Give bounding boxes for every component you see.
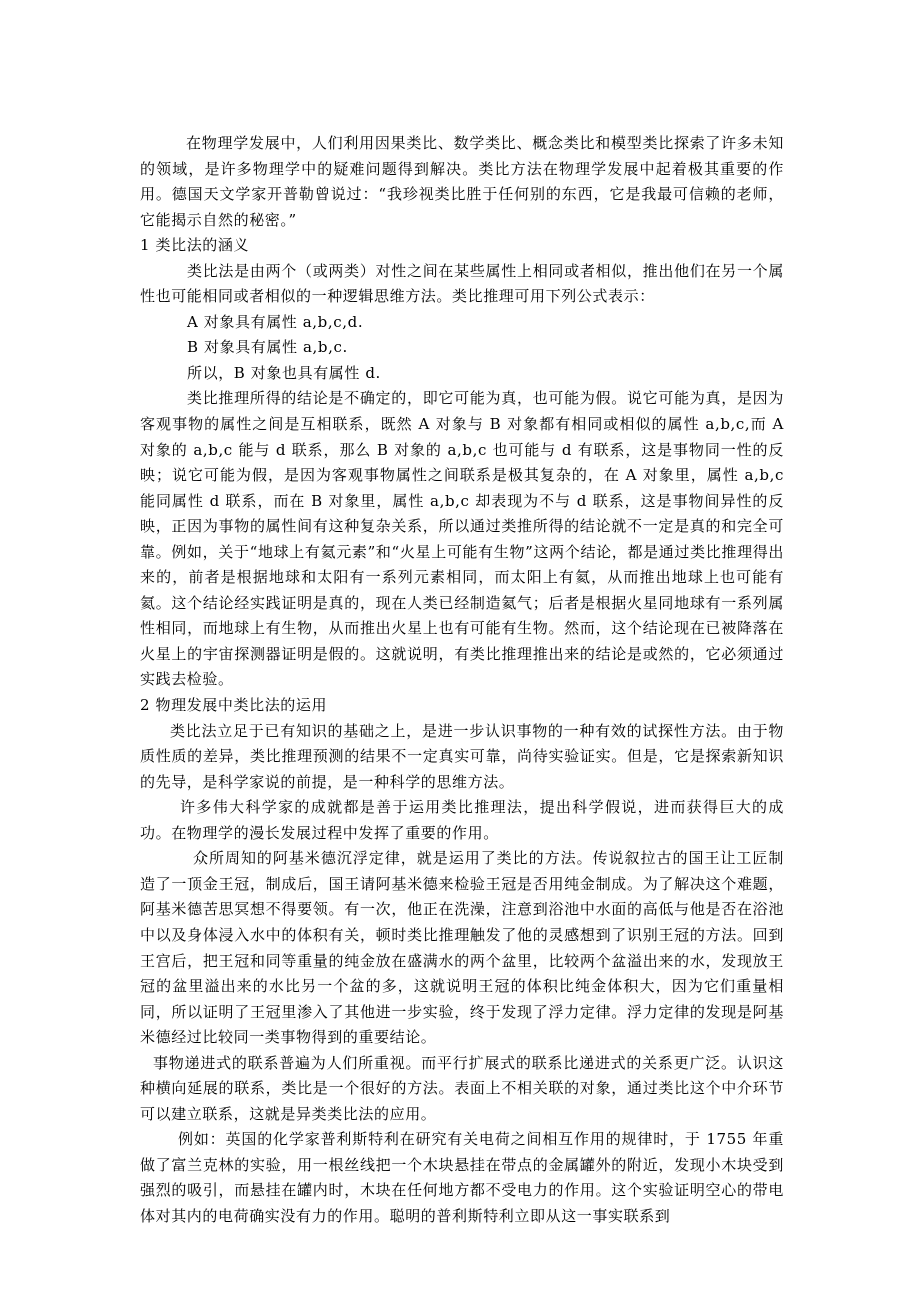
section-2-paragraph-4: 事物递进式的联系普遍为人们所重视。而平行扩展式的联系比递进式的关系更广泛。认识这种横向延展的联系，类比是一个很好的方法。表面上不相关联的对象，通过类比这个中介环节可以建立联系，这就是异类类比法的应用。 bbox=[140, 1053, 784, 1123]
section-1-heading: 1 类比法的涵义 bbox=[140, 236, 250, 255]
section-2-paragraph-1: 类比法立足于已有知识的基础之上，是进一步认识事物的一种有效的试探性方法。由于物质性质的差异，类比推理预测的结果不一定真实可靠，尚待实验证实。但是，它是探索新知识的先导，是科学家说的前提，是一种科学的思维方法。 bbox=[140, 721, 784, 791]
document-page bbox=[140, 131, 784, 1230]
formula-line-1: A 对象具有属性 a,b,c,d. bbox=[187, 312, 364, 331]
intro-paragraph: 在物理学发展中，人们利用因果类比、数学类比、概念类比和模型类比探索了许多未知的领域，是许多物理学中的疑难问题得到解决。类比方法在物理学发展中起着极其重要的作用。德国天文学家开普勒曾说过：“我珍视类比胜于任何别的东西，它是我最可信赖的老师，它能揭示自然的秘密。” bbox=[140, 134, 784, 229]
section-2-paragraph-5: 例如：英国的化学家普利斯特利在研究有关电荷之间相互作用的规律时，于 1755 年重做了富兰克林的实验，用一根丝线把一个木块悬挂在带点的金属罐外的附近，发现小木块受到强烈的吸引，而悬挂在罐内时，木块在任何地方都不受电力的作用。这个实验证明空心的带电体对其内的电荷确实没有力的作用。聪明的普利斯特利立即从这一事实联系到 bbox=[140, 1130, 784, 1225]
section-2-paragraph-3: 众所周知的阿基米德沉浮定律，就是运用了类比的方法。传说叙拉古的国王让工匠制造了一顶金王冠，制成后，国王请阿基米德来检验王冠是否用纯金制成。为了解决这个难题，阿基米德苦思冥想不得要领。有一次，他正在洗澡，注意到浴池中水面的高低与他是否在浴池中以及身体浸入水中的体积有关，顿时类比推理触发了他的灵感想到了识别王冠的方法。回到王宫后，把王冠和同等重量的纯金放在盛满水的两个盆里，比较两个盆溢出来的水，发现放王冠的盆里溢出来的水比另一个盆的多，这就说明王冠的体积比纯金体积大，因为它们重量相同，所以证明了王冠里渗入了其他进一步实验，终于发现了浮力定律。浮力定律的发现是阿基米德经过比较同一类事物得到的重要结论。 bbox=[140, 849, 784, 1047]
formula-line-2: B 对象具有属性 a,b,c. bbox=[187, 338, 348, 357]
section-1-paragraph-2: 类比推理所得的结论是不确定的，即它可能为真，也可能为假。说它可能为真，是因为客观事物的属性之间是互相联系，既然 A 对象与 B 对象都有相同或相似的属性 a,b,c,而 A 对象的 a,b,c 能与 d 联系，那么 B 对象的 a,b,c 也可能与 d 有联系，这是事物同一性的反映；说它可能为假，是因为客观事物属性之间联系是极其复杂的，在 A 对象里，属性 a,b,c 能同属性 d 联系，而在 B 对象里，属性 a,b,c 却表现为不与 d 联系，这是事物间异性的反映，正因为事物的属性间有这种复杂关系，所以通过类推所得的结论就不一定是真的和完全可靠。例如，关于“地球上有氦元素”和“火星上可能有生物”这两个结论，都是通过类比推理得出来的，前者是根据地球和太阳有一系列元素相同，而太阳上有氦，从而推出地球上也可能有氦。这个结论经实践证明是真的，现在人类已经制造氦气；后者是根据火星同地球有一系列属性相同，而地球上有生物，从而推出火星上也有可能有生物。然而，这个结论现在已被降落在火星上的宇宙探测器证明是假的。这就说明，有类比推理推出来的结论是或然的，它必须通过实践去检验。 bbox=[140, 389, 784, 689]
formula-line-3: 所以，B 对象也具有属性 d. bbox=[187, 363, 381, 382]
section-2-heading: 2 物理发展中类比法的运用 bbox=[140, 696, 328, 715]
section-1-paragraph-1: 类比法是由两个（或两类）对性之间在某些属性上相同或者相似，推出他们在另一个属性也可能相同或者相似的一种逻辑思维方法。类比推理可用下列公式表示： bbox=[140, 261, 784, 306]
section-2-paragraph-2: 许多伟大科学家的成就都是善于运用类比推理法，提出科学假说，进而获得巨大的成功。在物理学的漫长发展过程中发挥了重要的作用。 bbox=[140, 798, 784, 842]
